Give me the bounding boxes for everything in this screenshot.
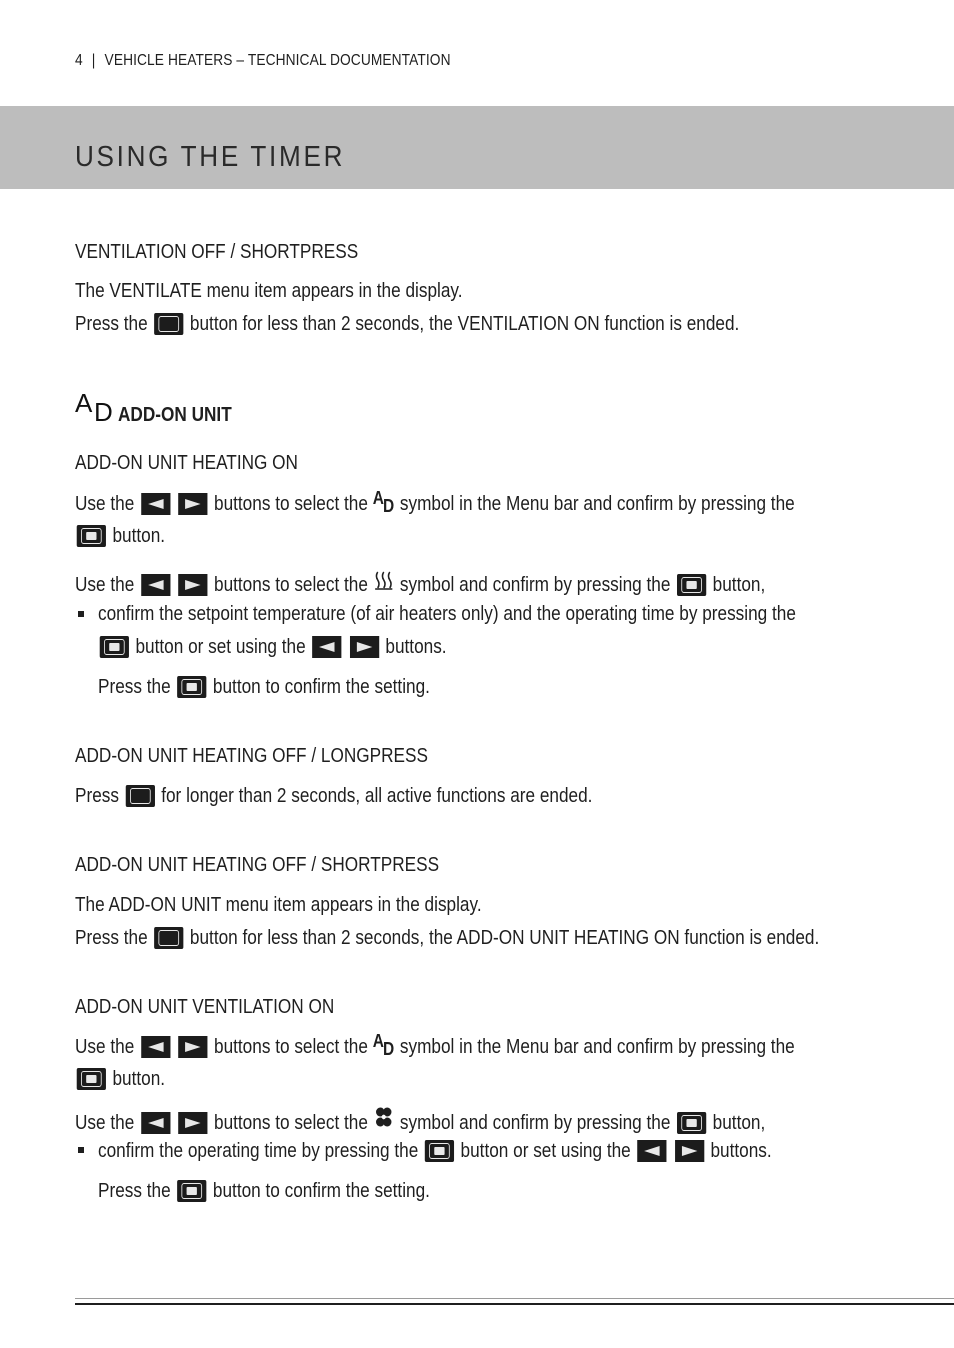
vent-on-p1-cont: button. bbox=[75, 1066, 165, 1091]
vent-off-short-line1: The VENTILATE menu item appears in the display. bbox=[75, 280, 463, 302]
addon-unit-heading: ADD-ON UNIT bbox=[118, 404, 232, 426]
running-header bbox=[75, 52, 451, 70]
heating-on-p1-cont: button. bbox=[75, 523, 165, 548]
vent-off-short-line2: Press the button for less than 2 seconds, the VENTILATION ON function is ended. bbox=[75, 312, 740, 335]
timer-button-icon bbox=[125, 785, 154, 807]
left-arrow-button-icon bbox=[637, 1140, 666, 1162]
document-title: VEHICLE HEATERS – TECHNICAL DOCUMENTATION bbox=[104, 52, 451, 69]
vent-on-p1: Use the buttons to select the A D symbol in the Menu bar and confirm by pressing the bbox=[75, 1030, 795, 1059]
heating-off-long-heading: ADD-ON UNIT HEATING OFF / LONGPRESS bbox=[75, 745, 428, 767]
right-arrow-button-icon bbox=[178, 574, 207, 596]
ok-button-icon bbox=[425, 1140, 454, 1162]
section-title: USING THE TIMER bbox=[75, 141, 346, 173]
heating-off-short-line1: The ADD-ON UNIT menu item appears in the display. bbox=[75, 894, 482, 916]
left-arrow-button-icon bbox=[141, 1036, 170, 1058]
timer-button-icon bbox=[154, 313, 183, 335]
left-arrow-button-icon bbox=[141, 574, 170, 596]
left-arrow-button-icon bbox=[312, 636, 341, 658]
header-separator: | bbox=[91, 52, 96, 69]
addon-unit-symbol-icon: A D bbox=[372, 1030, 395, 1059]
footer-rule-thin bbox=[75, 1298, 954, 1299]
addon-unit-symbol-icon: A D bbox=[372, 487, 395, 516]
ok-button-icon bbox=[77, 525, 106, 547]
timer-button-icon bbox=[154, 927, 183, 949]
heating-on-bullet: confirm the setpoint temperature (of air heaters only) and the operating time by pressing the bbox=[98, 603, 796, 625]
heating-off-short-heading: ADD-ON UNIT HEATING OFF / SHORTPRESS bbox=[75, 854, 440, 876]
heating-on-confirm: Press the button to confirm the setting. bbox=[98, 675, 430, 698]
heating-symbol-icon bbox=[374, 570, 393, 590]
bullet-marker bbox=[78, 1147, 84, 1153]
ok-button-icon bbox=[677, 1112, 706, 1134]
left-arrow-button-icon bbox=[141, 493, 170, 515]
ok-button-icon bbox=[77, 1068, 106, 1090]
right-arrow-button-icon bbox=[178, 1036, 207, 1058]
right-arrow-button-icon bbox=[675, 1140, 704, 1162]
ventilation-fan-icon bbox=[374, 1106, 393, 1128]
footer-rule-thick bbox=[75, 1303, 954, 1305]
right-arrow-button-icon bbox=[178, 493, 207, 515]
heating-on-p2: Use the buttons to select the symbol and confirm by pressing the button, bbox=[75, 570, 765, 597]
heating-on-p1: Use the buttons to select the A D symbol in the Menu bar and confirm by pressing the bbox=[75, 487, 795, 516]
vent-on-p2: Use the buttons to select the symbol and confirm by pressing the button, bbox=[75, 1106, 765, 1135]
page-number: 4 bbox=[75, 52, 83, 69]
bullet-marker bbox=[78, 611, 84, 617]
ok-button-icon bbox=[677, 574, 706, 596]
left-arrow-button-icon bbox=[141, 1112, 170, 1134]
addon-unit-symbol-icon: A D bbox=[75, 388, 113, 427]
heating-on-bullet-cont: button or set using the buttons. bbox=[98, 634, 447, 659]
vent-on-heading: ADD-ON UNIT VENTILATION ON bbox=[75, 996, 335, 1018]
heating-off-long-line: Press for longer than 2 seconds, all active functions are ended. bbox=[75, 784, 593, 807]
ok-button-icon bbox=[100, 636, 129, 658]
vent-off-short-heading: VENTILATION OFF / SHORTPRESS bbox=[75, 241, 359, 263]
heating-off-short-line2: Press the button for less than 2 seconds, the ADD-ON UNIT HEATING ON function is ended. bbox=[75, 926, 820, 949]
right-arrow-button-icon bbox=[350, 636, 379, 658]
ok-button-icon bbox=[177, 676, 206, 698]
heating-on-heading: ADD-ON UNIT HEATING ON bbox=[75, 452, 298, 474]
ok-button-icon bbox=[177, 1180, 206, 1202]
vent-on-confirm: Press the button to confirm the setting. bbox=[98, 1179, 430, 1202]
right-arrow-button-icon bbox=[178, 1112, 207, 1134]
vent-on-bullet: confirm the operating time by pressing the button or set using the buttons. bbox=[98, 1139, 772, 1162]
